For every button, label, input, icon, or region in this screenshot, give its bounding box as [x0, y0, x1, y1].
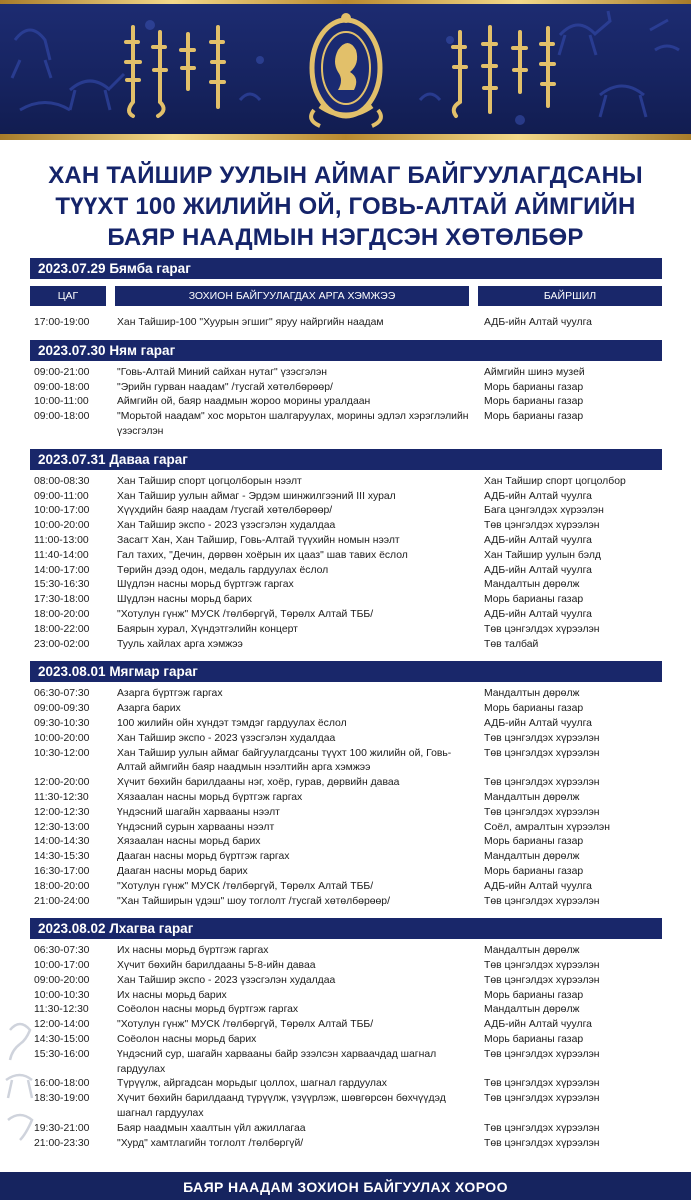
- schedule-row: [30, 702, 662, 717]
- row-event: Шүдлэн насны морьд барих: [117, 594, 252, 606]
- row-event: Дааган насны морьд барих: [117, 865, 248, 877]
- schedule-row: [30, 821, 662, 836]
- row-time: 09:00-20:00: [34, 974, 90, 986]
- schedule-row: [30, 687, 662, 702]
- row-time: 14:30-15:30: [34, 851, 90, 863]
- row-location: АДБ-ийн Алтай чуулга: [484, 490, 592, 502]
- row-location: АДБ-ийн Алтай чуулга: [484, 564, 592, 576]
- row-location: Мандалтын дөрөлж: [484, 791, 580, 803]
- row-time: 16:30-17:00: [34, 865, 90, 877]
- row-time: 09:00-18:00: [34, 411, 90, 423]
- row-location: Хан Тайшир спорт цогцолбор: [484, 475, 626, 487]
- row-event: Үндэсний сурын харвааны нээлт: [117, 821, 275, 833]
- row-event: "Хотулун гүнж" МУСК /төлбөргүй, Төрөлх Алтай ТББ/: [117, 1019, 374, 1031]
- row-location: Төв цэнгэлдэх хүрээлэн: [484, 732, 600, 744]
- row-event: "Хурд" хамтлагийн тоглолт /төлбөргүй/: [117, 1137, 304, 1149]
- row-location: Төв цэнгэлдэх хүрээлэн: [484, 1137, 600, 1149]
- row-location: Мандалтын дөрөлж: [484, 851, 580, 863]
- row-event: Үндэсний шагайн харвааны нээлт: [117, 806, 280, 818]
- row-event: Тууль хайлах арга хэмжээ: [117, 638, 243, 650]
- row-event: Хан Тайшир спорт цогцолборын нээлт: [117, 475, 302, 487]
- row-time: 17:00-19:00: [34, 317, 90, 328]
- row-time: 10:00-10:30: [34, 989, 90, 1001]
- day-rows: [30, 316, 662, 331]
- schedule-row: [30, 395, 662, 410]
- row-time: 11:40-14:00: [34, 549, 89, 561]
- schedule-row: [30, 410, 662, 440]
- row-location: Мандалтын дөрөлж: [484, 579, 580, 591]
- row-time: 06:30-07:30: [34, 688, 90, 700]
- row-location: Төв цэнгэлдэх хүрээлэн: [484, 974, 600, 986]
- row-event: Азарга бүртгэж гаргах: [117, 688, 223, 700]
- title-line-3: БАЯР НААДМЫН НЭГДСЭН ХӨТӨЛБӨР: [107, 224, 584, 251]
- row-time: 23:00-02:00: [34, 638, 90, 650]
- row-location: АДБ-ийн Алтай чуулга: [484, 317, 592, 328]
- row-time: 15:30-16:30: [34, 579, 90, 591]
- schedule-row: [30, 944, 662, 959]
- row-location: Төв цэнгэлдэх хүрээлэн: [484, 1078, 600, 1090]
- schedule-row: [30, 366, 662, 381]
- row-event: "Хотулун гүнж" МУСК /төлбөргүй, Төрөлх Алтай ТББ/: [117, 608, 374, 620]
- row-time: 09:00-18:00: [34, 381, 90, 393]
- row-time: 10:00-17:00: [34, 505, 90, 517]
- schedule-row: [30, 895, 662, 910]
- row-time: 11:30-12:30: [34, 791, 89, 803]
- row-location: Морь барианы газар: [484, 594, 584, 606]
- row-time: 11:30-12:30: [34, 1004, 89, 1016]
- column-headers: [30, 286, 662, 306]
- schedule-row: [30, 732, 662, 747]
- row-location: Төв цэнгэлдэх хүрээлэн: [484, 806, 600, 818]
- row-time: 09:00-21:00: [34, 366, 90, 378]
- row-location: Төв цэнгэлдэх хүрээлэн: [484, 960, 600, 972]
- row-location: Төв цэнгэлдэх хүрээлэн: [484, 895, 600, 907]
- row-time: 18:00-20:00: [34, 880, 90, 892]
- schedule-row: [30, 747, 662, 777]
- row-event: Засагт Хан, Хан Тайшир, Говь-Алтай түүхийн номын нээлт: [117, 534, 400, 546]
- row-location: Мандалтын дөрөлж: [484, 945, 580, 957]
- row-location: Аймгийн шинэ музей: [484, 366, 585, 378]
- row-location: Төв цэнгэлдэх хүрээлэн: [484, 1122, 600, 1134]
- row-event: Аймгийн ой, баяр наадмын жороо морины уралдаан: [117, 396, 371, 408]
- schedule-row: [30, 865, 662, 880]
- schedule-row: [30, 519, 662, 534]
- row-time: 21:00-23:30: [34, 1137, 90, 1149]
- schedule-row: [30, 549, 662, 564]
- page-title: [0, 160, 691, 253]
- day-header: 2023.07.31 Даваа гараг: [30, 449, 662, 470]
- schedule-row: [30, 959, 662, 974]
- row-time: 12:00-20:00: [34, 777, 90, 789]
- row-event: Дааган насны морьд бүртгэж гаргах: [117, 851, 290, 863]
- row-location: АДБ-ийн Алтай чуулга: [484, 608, 592, 620]
- row-event: Баярын хурал, Хүндэтгэлийн концерт: [117, 623, 298, 635]
- row-time: 09:30-10:30: [34, 717, 90, 729]
- column-header-location: БАЙРШИЛ: [478, 286, 662, 306]
- schedule-table: [30, 258, 662, 1151]
- schedule-row: [30, 806, 662, 821]
- row-location: Мандалтын дөрөлж: [484, 688, 580, 700]
- row-event: "Морьтой наадам" хос морьтон шалгаруулах, морины эдлэл хэрэглэлийн үзэсгэлэн: [117, 411, 469, 437]
- schedule-row: [30, 1003, 662, 1018]
- row-time: 10:00-20:00: [34, 732, 90, 744]
- schedule-row: [30, 490, 662, 505]
- schedule-row: [30, 1092, 662, 1122]
- schedule-row: [30, 504, 662, 519]
- schedule-row: [30, 776, 662, 791]
- column-header-event: ЗОХИОН БАЙГУУЛАГДАХ АРГА ХЭМЖЭЭ: [115, 286, 469, 306]
- row-event: "Хотулун гүнж" МУСК /төлбөргүй, Төрөлх Алтай ТББ/: [117, 880, 374, 892]
- row-location: Морь барианы газар: [484, 865, 584, 877]
- row-location: Морь барианы газар: [484, 989, 584, 1001]
- row-event: Хүчит бөхийн барилдааны нэг, хоёр, гурав, дөрвийн даваа: [117, 777, 400, 789]
- schedule-row: [30, 578, 662, 593]
- schedule-row: [30, 1018, 662, 1033]
- row-time: 18:00-22:00: [34, 623, 90, 635]
- row-time: 10:00-17:00: [34, 960, 90, 972]
- schedule-row: [30, 1137, 662, 1152]
- row-event: Хан Тайшир уулын аймаг байгуулагдсаны түүхт 100 жилийн ой, Говь-Алтай аймгийн баяр наадмын нээлтийн арга хэмжээ: [117, 747, 452, 774]
- row-event: 100 жилийн ойн хүндэт тэмдэг гардуулах ёслол: [117, 717, 347, 729]
- row-time: 09:00-09:30: [34, 703, 90, 715]
- schedule-row: [30, 835, 662, 850]
- day-rows: [30, 366, 662, 440]
- row-event: Хан Тайшир экспо - 2023 үзэсгэлэн худалдаа: [117, 732, 336, 744]
- row-time: 08:00-08:30: [34, 475, 90, 487]
- row-event: Гал тахих, "Дечин, дөрвөн хоёрын их цааз" шав тавих ёслол: [117, 549, 408, 561]
- row-location: Морь барианы газар: [484, 381, 584, 393]
- row-location: Төв цэнгэлдэх хүрээлэн: [484, 1048, 600, 1060]
- row-event: Түрүүлж, айргадсан морьдыг цоллох, шагнал гардуулах: [117, 1078, 387, 1090]
- title-line-2: ТҮҮХТ 100 ЖИЛИЙН ОЙ, ГОВЬ-АЛТАЙ АЙМГИЙН: [55, 193, 636, 220]
- row-location: Хан Тайшир уулын бэлд: [484, 549, 601, 561]
- row-time: 19:30-21:00: [34, 1122, 90, 1134]
- row-event: Соёолон насны морьд бүртгэж гаргах: [117, 1004, 299, 1016]
- day-header: 2023.08.02 Лхагва гараг: [30, 918, 662, 939]
- row-time: 21:00-24:00: [34, 895, 90, 907]
- row-time: 18:30-19:00: [34, 1093, 90, 1105]
- schedule-row: [30, 593, 662, 608]
- row-event: Их насны морьд барих: [117, 989, 227, 1001]
- schedule-row: [30, 534, 662, 549]
- title-line-1: ХАН ТАЙШИР УУЛЫН АЙМАГ БАЙГУУЛАГДСАНЫ: [48, 162, 643, 189]
- row-location: Төв цэнгэлдэх хүрээлэн: [484, 623, 600, 635]
- row-time: 10:00-20:00: [34, 520, 90, 532]
- row-location: Төв талбай: [484, 638, 539, 650]
- row-event: Азарга барих: [117, 703, 181, 715]
- schedule-row: [30, 1048, 662, 1078]
- row-location: Төв цэнгэлдэх хүрээлэн: [484, 1093, 600, 1105]
- row-event: Хан Тайшир-100 "Хуурын эгшиг" яруу найргийн наадам: [117, 317, 384, 328]
- row-location: Төв цэнгэлдэх хүрээлэн: [484, 520, 600, 532]
- emblem-icon: [300, 10, 392, 130]
- row-event: Үндэсний сур, шагайн харвааны байр эзэлсэн харваачдад шагнал гардуулах: [117, 1048, 437, 1075]
- schedule-row: [30, 475, 662, 490]
- row-time: 12:00-12:30: [34, 806, 90, 818]
- row-location: АДБ-ийн Алтай чуулга: [484, 534, 592, 546]
- row-time: 17:30-18:00: [34, 594, 90, 606]
- row-event: "Говь-Алтай Миний сайхан нутаг" үзэсгэлэн: [117, 366, 327, 378]
- row-event: Хан Тайшир экспо - 2023 үзэсгэлэн худалдаа: [117, 974, 336, 986]
- schedule-row: [30, 316, 662, 331]
- row-location: Морь барианы газар: [484, 703, 584, 715]
- row-location: Төв цэнгэлдэх хүрээлэн: [484, 747, 600, 759]
- row-location: АДБ-ийн Алтай чуулга: [484, 1019, 592, 1031]
- row-time: 14:30-15:00: [34, 1034, 90, 1046]
- decorative-figure-icon: [0, 1010, 40, 1170]
- schedule-row: [30, 1122, 662, 1137]
- day-header: 2023.08.01 Мягмар гараг: [30, 661, 662, 682]
- schedule-row: [30, 564, 662, 579]
- row-event: Хязаалан насны морьд бүртгэж гаргах: [117, 791, 303, 803]
- row-location: Соёл, амралтын хүрээлэн: [484, 821, 610, 833]
- row-event: Соёолон насны морьд барих: [117, 1034, 257, 1046]
- schedule-row: [30, 989, 662, 1004]
- row-event: "Хан Тайширын үдэш" шоу тоглолт /тусгай хөтөлбөрөөр/: [117, 895, 390, 907]
- day-header: 2023.07.29 Бямба гараг: [30, 258, 662, 279]
- schedule-row: [30, 1033, 662, 1048]
- schedule-row: [30, 1077, 662, 1092]
- footer-committee: БАЯР НААДАМ ЗОХИОН БАЙГУУЛАХ ХОРОО: [0, 1172, 691, 1200]
- row-event: Хүүхдийн баяр наадам /тусгай хөтөлбөрөөр/: [117, 505, 333, 517]
- row-time: 10:30-12:00: [34, 747, 90, 759]
- row-location: Морь барианы газар: [484, 396, 584, 408]
- schedule-row: [30, 850, 662, 865]
- schedule-row: [30, 974, 662, 989]
- mongolian-script-right: [440, 22, 570, 122]
- row-event: Хан Тайшир уулын аймаг - Эрдэм шинжилгээний III хурал: [117, 490, 396, 502]
- row-time: 18:00-20:00: [34, 608, 90, 620]
- schedule-row: [30, 791, 662, 806]
- banner-bottom-border: [0, 134, 691, 140]
- mongolian-script-left: [118, 22, 248, 122]
- row-event: Их насны морьд бүртгэж гаргах: [117, 945, 269, 957]
- column-header-time: ЦАГ: [30, 286, 106, 306]
- row-location: Бага цэнгэлдэх хүрээлэн: [484, 505, 604, 517]
- row-location: Төв цэнгэлдэх хүрээлэн: [484, 777, 600, 789]
- schedule-row: [30, 880, 662, 895]
- row-time: 11:00-13:00: [34, 534, 89, 546]
- schedule-row: [30, 623, 662, 638]
- row-event: Баяр наадмын хаалтын үйл ажиллагаа: [117, 1122, 306, 1134]
- day-rows: [30, 475, 662, 653]
- row-time: 09:00-11:00: [34, 490, 89, 502]
- row-time: 10:00-11:00: [34, 396, 89, 408]
- row-time: 12:30-13:00: [34, 821, 90, 833]
- day-rows: [30, 944, 662, 1151]
- header-banner: [0, 0, 691, 140]
- schedule-row: [30, 381, 662, 396]
- row-event: "Эрийн гурван наадам" /тусгай хөтөлбөрөөр/: [117, 381, 333, 393]
- row-event: Шүдлэн насны морьд бүртгэж гаргах: [117, 579, 294, 591]
- row-location: Морь барианы газар: [484, 1034, 584, 1046]
- row-event: Хүчит бөхийн барилдааны 5-8-ийн даваа: [117, 960, 316, 972]
- row-time: 15:30-16:00: [34, 1048, 90, 1060]
- row-location: АДБ-ийн Алтай чуулга: [484, 880, 592, 892]
- row-time: 14:00-17:00: [34, 564, 90, 576]
- row-event: Хүчит бөхийн барилдаанд түрүүлж, үзүүрлэж, шөвгөрсөн бөхчүүдэд шагнал гардуулах: [117, 1093, 446, 1120]
- row-time: 16:00-18:00: [34, 1078, 90, 1090]
- row-time: 12:00-14:00: [34, 1019, 90, 1031]
- schedule-row: [30, 638, 662, 653]
- row-location: АДБ-ийн Алтай чуулга: [484, 717, 592, 729]
- row-time: 14:00-14:30: [34, 836, 90, 848]
- row-time: 06:30-07:30: [34, 945, 90, 957]
- row-location: Морь барианы газар: [484, 836, 584, 848]
- schedule-row: [30, 608, 662, 623]
- row-location: Морь барианы газар: [484, 411, 584, 423]
- row-event: Төрийн дээд одон, медаль гардуулах ёслол: [117, 564, 329, 576]
- schedule-row: [30, 717, 662, 732]
- row-event: Хязаалан насны морьд барих: [117, 836, 261, 848]
- day-rows: [30, 687, 662, 909]
- row-location: Мандалтын дөрөлж: [484, 1004, 580, 1016]
- row-event: Хан Тайшир экспо - 2023 үзэсгэлэн худалдаа: [117, 520, 336, 532]
- day-header: 2023.07.30 Ням гараг: [30, 340, 662, 361]
